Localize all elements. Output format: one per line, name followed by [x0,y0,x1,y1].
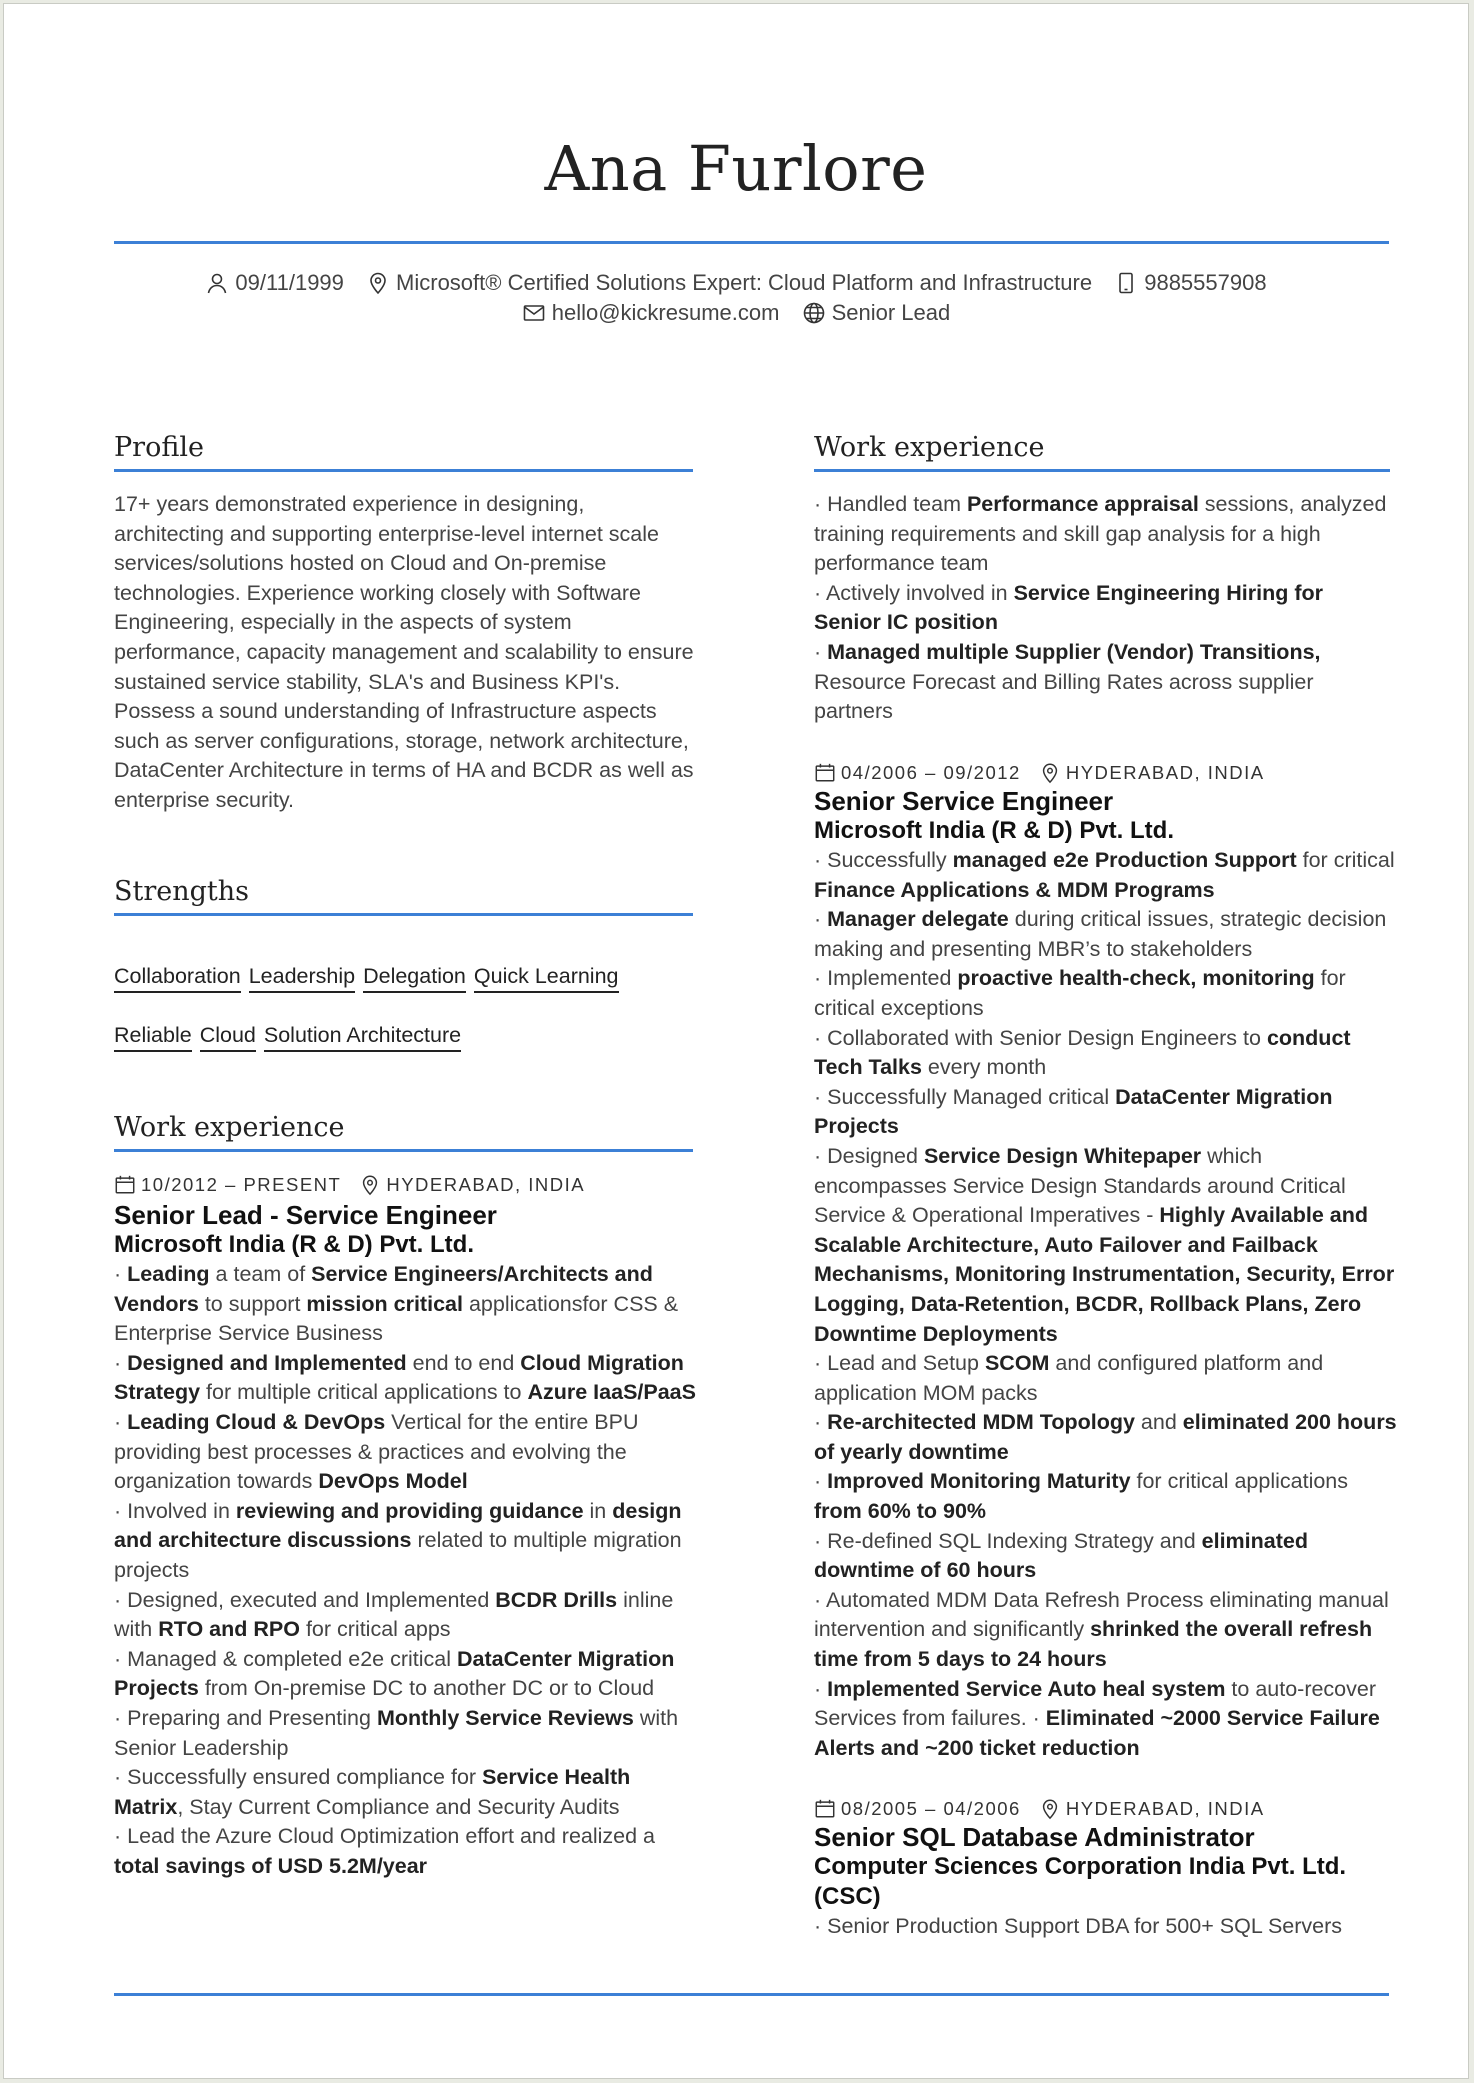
bullet-highlight: Performance appraisal [966,492,1199,516]
strength-tag: Quick Learning [474,964,619,993]
bullet-item [114,1645,699,1704]
bullet-text: to support [198,1291,307,1316]
bullet-item [814,1349,1399,1408]
bullet-item [814,1083,1399,1142]
bullet-highlight: Service Design Whitepaper [923,1143,1202,1168]
calendar-icon [814,1798,836,1820]
bullet-highlight: DataCenter Migration Projects [114,1646,675,1701]
mail-icon [522,301,546,325]
bullet-text: · Collaborated with Senior Design Engineers to [814,1025,1267,1050]
job1-date: 10/2012 – PRESENT [141,1174,342,1195]
bullet-item [114,1497,699,1586]
bullet-text: · Preparing and Presenting [114,1705,377,1730]
bullet-text: · Implemented [814,966,958,991]
bullet-highlight: Service Engineers/Architects and Vendors [114,1262,653,1316]
profile-heading: Profile [114,432,204,463]
bullet-item [814,638,1394,727]
professional-title: Senior Lead [831,300,951,325]
bullet-item [814,1586,1399,1675]
bullet-text: end to end [406,1350,521,1375]
location-pin-icon [1039,762,1061,784]
bullet-highlight: Eliminated ~2000 Service Failure Alerts and ~200 ticket reduction [814,1706,1380,1760]
work-experience-divider-right [814,469,1390,472]
bullet-text: Resource Forecast and Billing Rates across supplier partners [814,669,1314,724]
contact-line-1 [4,270,1468,301]
job3-bullets [814,1912,1399,1942]
bullet-highlight: Designed and Implemented [127,1350,407,1375]
strength-tag: Reliable [114,1023,192,1052]
job2-bullets [814,846,1399,1763]
profile-divider [114,469,693,472]
bullet-text: a team of [209,1262,312,1286]
job1-role: Senior Lead - Service Engineer [114,1200,497,1230]
job1-meta [114,1174,585,1196]
bullet-text: from On-premise DC to another DC or to Cloud [198,1676,655,1701]
bullet-item [814,1467,1399,1526]
bullet-highlight: DevOps Model [318,1469,468,1494]
job3-meta [814,1798,1265,1820]
bullet-text: for critical exceptions [814,966,1346,1020]
job1-continued-bullets [814,490,1394,727]
bullet-text: · Senior Production Support DBA for 500+ SQL Servers [814,1914,1343,1938]
globe-icon [802,301,826,325]
strength-tag: Cloud [200,1023,256,1052]
bullet-text: and configured platform and application MOM packs [814,1351,1324,1405]
bullet-text: · Lead and Setup [814,1351,985,1376]
job3-date: 08/2005 – 04/2006 [841,1798,1021,1819]
work-experience-heading-left: Work experience [114,1112,345,1143]
bullet-item [114,1586,699,1645]
bullet-highlight: Implemented Service Auto heal system [827,1676,1226,1701]
location-pin-icon [366,271,390,295]
bullet-highlight: Monthly Service Reviews [376,1705,634,1730]
bullet-text: · Successfully ensured compliance for [114,1765,483,1790]
bullet-text: · [814,1469,828,1494]
email: hello@kickresume.com [551,300,780,325]
bullet-item [114,1260,699,1349]
bullet-item [814,964,1399,1023]
birthdate-item [205,270,343,296]
bullet-highlight: DataCenter Migration Projects [814,1084,1333,1139]
job2-location: HYDERABAD, INDIA [1065,762,1265,783]
bullet-item [814,1142,1399,1349]
location-pin-icon [1039,1798,1061,1820]
job1-location: HYDERABAD, INDIA [386,1174,586,1195]
bullet-highlight: design and architecture discussions [114,1498,682,1553]
bullet-text: · Managed & completed e2e critical [114,1646,457,1671]
email-item [522,300,780,326]
bullet-item [814,1675,1399,1764]
strength-tag: Leadership [249,964,355,993]
calendar-icon [114,1174,136,1196]
bullet-text: · [814,1410,828,1435]
bullet-text: which encompasses Service Design Standards around Critical Service & Operational Imperatives - [814,1143,1346,1228]
bullet-highlight: Highly Available and Scalable Architecture, Auto Failover and Failback Mechanisms, Monitoring Instrumentation, Security, Error Logging, Data-Retention, BCDR, Rollback Plans, Zero Downtime Deployments [814,1203,1395,1346]
bullet-item [114,1822,699,1881]
bullet-highlight: Leading [127,1262,210,1286]
bullet-text: · Designed, executed and Implemented [114,1587,496,1612]
calendar-icon [814,762,836,784]
bullet-text: and [1134,1410,1183,1435]
bullet-highlight: Manager delegate [827,907,1009,932]
bullet-highlight: Azure IaaS/PaaS [527,1380,696,1405]
location-pin-icon [359,1174,381,1196]
bullet-item [814,1912,1399,1942]
bullet-highlight: Cloud Migration Strategy [114,1350,684,1405]
bullet-text: for critical apps [299,1617,451,1642]
bullet-item [814,905,1399,964]
bullet-text: · [114,1262,128,1286]
bullet-highlight: reviewing and providing guidance [235,1498,584,1523]
job1-company: Microsoft India (R & D) Pvt. Ltd. [114,1231,474,1258]
strengths-heading: Strengths [114,876,249,907]
bullet-highlight: from 60% to 90% [814,1499,987,1524]
header-divider [114,241,1389,244]
contact-line-2 [4,300,1468,331]
bullet-text: · Lead the Azure Cloud Optimization effort and realized a [114,1824,656,1849]
phone-item [1114,270,1266,296]
strength-tag: Solution Architecture [264,1023,461,1052]
bullet-highlight: proactive health-check, monitoring [957,966,1315,991]
person-icon [205,271,229,295]
bullet-text: during critical issues, strategic decision making and presenting MBR’s to stakeholders [814,907,1387,961]
bullet-highlight: Service Health Matrix [114,1765,631,1819]
bullet-text: to auto-recover Services from failures. · [814,1676,1377,1731]
bullet-highlight: Finance Applications & MDM Programs [814,877,1215,902]
bullet-text: with Senior Leadership [114,1705,679,1760]
bullet-highlight: managed e2e Production Support [952,848,1297,872]
bullet-text: for critical [1296,848,1395,872]
strengths-list [114,964,704,1082]
bullet-item [114,1763,699,1822]
phone-icon [1114,271,1138,295]
bullet-text: · Successfully [814,848,953,872]
job2-company: Microsoft India (R & D) Pvt. Ltd. [814,817,1174,844]
resume-page [3,3,1469,2079]
bullet-highlight: eliminated downtime of 60 hours [814,1528,1308,1583]
job1-bullets [114,1260,699,1881]
bullet-text: · [814,907,828,932]
strengths-divider [114,913,693,916]
bullet-text: · [814,1676,828,1701]
bullet-item [814,579,1394,638]
bullet-text: , Stay Current Compliance and Security Audits [177,1794,620,1819]
bullet-text: · Successfully Managed critical [814,1084,1116,1109]
bullet-text: · Automated MDM Data Refresh Process eliminating manual intervention and significantly [814,1587,1389,1642]
bullet-text: every month [921,1055,1047,1080]
bullet-highlight: BCDR Drills [495,1587,618,1612]
bullet-text: · Actively involved in [814,580,1014,605]
strength-tag: Collaboration [114,964,241,993]
certification: Microsoft® Certified Solutions Expert: Cloud Platform and Infrastructure [396,270,1093,295]
bullet-text: · Handled team [814,492,967,516]
job3-company: Computer Sciences Corporation India Pvt. Ltd. (CSC) [814,1853,1347,1910]
work-experience-divider-left [114,1149,693,1152]
bullet-text: applicationsfor CSS & Enterprise Service Business [114,1291,679,1346]
bullet-text: for multiple critical applications to [200,1380,528,1405]
bullet-item [814,846,1399,905]
bullet-text: for critical applications [1130,1469,1349,1494]
bullet-highlight: Service Engineering Hiring for Senior IC position [814,580,1323,635]
bullet-text: inline with [114,1587,674,1642]
job3-role: Senior SQL Database Administrator [814,1822,1255,1852]
bullet-item [114,1408,699,1497]
footer-divider [114,1993,1389,1996]
job2-meta [814,762,1265,784]
bullet-text: related to multiple migration projects [114,1528,682,1582]
bullet-highlight: SCOM [984,1351,1050,1376]
bullet-text: Vertical for the entire BPU providing best processes & practices and evolving the organization towards [114,1409,639,1494]
bullet-item [814,1408,1399,1467]
bullet-text: in [583,1498,613,1523]
bullet-highlight: shrinked the overall refresh time from 5 days to 24 hours [814,1617,1373,1672]
bullet-text: · Re-defined SQL Indexing Strategy and [814,1528,1202,1553]
bullet-text: · [114,1409,128,1434]
work-experience-heading-right: Work experience [814,432,1045,463]
bullet-item [114,1349,699,1408]
bullet-highlight: RTO and RPO [158,1617,300,1642]
birthdate: 09/11/1999 [235,270,344,295]
bullet-item [814,1527,1399,1586]
bullet-text: · Designed [814,1143,924,1168]
bullet-text: · [814,639,828,664]
bullet-highlight: total savings of USD 5.2M/year [114,1853,428,1878]
candidate-name: Ana Furlore [544,132,928,205]
bullet-item [814,490,1394,579]
strength-tag: Delegation [363,964,466,993]
bullet-item [114,1704,699,1763]
phone: 9885557908 [1144,270,1267,295]
bullet-highlight: Re-architected MDM Topology [827,1410,1135,1435]
bullet-highlight: mission critical [306,1291,463,1316]
job2-role: Senior Service Engineer [814,786,1114,816]
title-item [802,300,951,326]
bullet-text: sessions, analyzed training requirements and skill gap analysis for a high performance team [814,492,1387,576]
bullet-highlight: conduct Tech Talks [814,1025,1351,1080]
bullet-highlight: Leading Cloud & DevOps [127,1409,386,1434]
bullet-text: · Involved in [114,1498,236,1523]
bullet-text: · [114,1350,128,1375]
profile-text: 17+ years demonstrated experience in designing, architecting and supporting enterprise-level internet scale services/solutions hosted on Cloud and On-premise technologies. Experience working closely with Software Engineering, especially in the aspects of system performance, capacity management and scalability to ensure sustained service stability, SLA's and Business KPI's. Possess a sound understanding of Infrastructure aspects such as server configurations, storage, network architecture, DataCenter Architecture in terms of HA and BCDR as well as enterprise security. [114,492,694,812]
bullet-highlight: Improved Monitoring Maturity [827,1469,1131,1494]
certification-item [366,270,1092,296]
job3-location: HYDERABAD, INDIA [1065,1798,1265,1819]
bullet-highlight: Managed multiple Supplier (Vendor) Transitions, [827,639,1321,664]
bullet-highlight: eliminated 200 hours of yearly downtime [814,1410,1397,1464]
bullet-item [814,1024,1399,1083]
job2-date: 04/2006 – 09/2012 [841,762,1021,783]
